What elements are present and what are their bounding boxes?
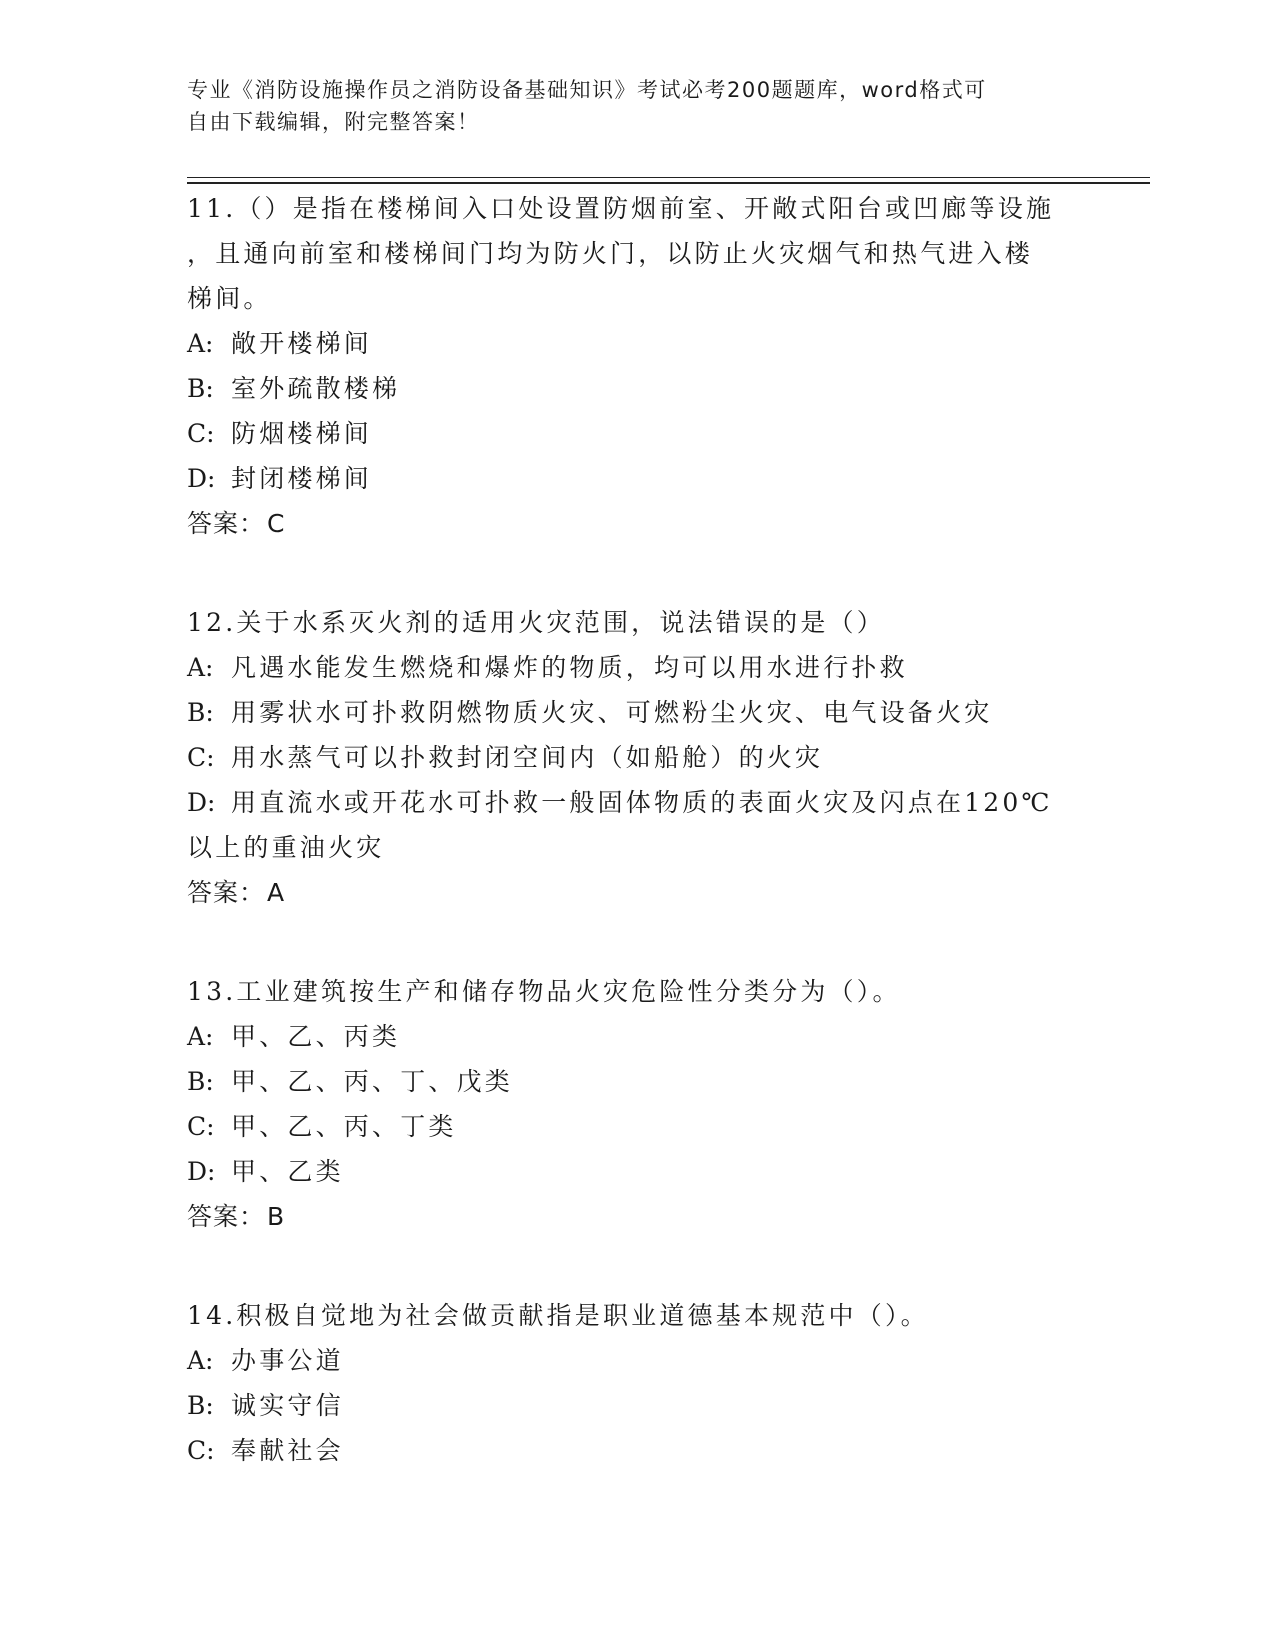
option-text: 甲、乙、丙、丁、戊类 bbox=[231, 1067, 514, 1096]
option-label: C: bbox=[187, 1112, 215, 1141]
question-stem-line: 13.工业建筑按生产和储存物品火灾危险性分类分为（）。 bbox=[187, 977, 901, 1006]
option-text: 甲、乙、丙、丁类 bbox=[231, 1112, 457, 1141]
option-label: A: bbox=[187, 1022, 214, 1051]
option-text: 敞开楼梯间 bbox=[231, 329, 373, 358]
option-d bbox=[187, 780, 1087, 825]
option-text: 用水蒸气可以扑救封闭空间内（如船舱）的火灾 bbox=[231, 743, 824, 772]
header-line-1: 专业《消防设施操作员之消防设备基础知识》考试必考200题题库，word格式可 bbox=[187, 78, 987, 102]
option-text: 诚实守信 bbox=[231, 1391, 344, 1420]
answer-label: 答案： bbox=[187, 1202, 266, 1231]
answer-line bbox=[187, 501, 1087, 546]
header-divider-thick bbox=[187, 182, 1150, 184]
header-line-2: 自由下载编辑，附完整答案！ bbox=[187, 110, 480, 134]
option-a bbox=[187, 645, 1087, 690]
question-12 bbox=[187, 600, 1087, 915]
question-stem-line: 梯间。 bbox=[187, 284, 272, 313]
question-14 bbox=[187, 1293, 1087, 1473]
option-label: A: bbox=[187, 1346, 214, 1375]
option-label: D: bbox=[187, 464, 216, 493]
option-c bbox=[187, 1104, 1087, 1149]
option-a bbox=[187, 1014, 1087, 1059]
option-text: 凡遇水能发生燃烧和爆炸的物质，均可以用水进行扑救 bbox=[231, 653, 908, 682]
option-text: 用雾状水可扑救阴燃物质火灾、可燃粉尘火灾、电气设备火灾 bbox=[231, 698, 993, 727]
question-11 bbox=[187, 186, 1087, 546]
option-a bbox=[187, 321, 1087, 366]
answer-line bbox=[187, 1194, 1087, 1239]
header-divider-thin bbox=[187, 177, 1150, 178]
option-label: B: bbox=[187, 1067, 214, 1096]
option-label: B: bbox=[187, 698, 214, 727]
option-label: D: bbox=[187, 1157, 216, 1186]
option-label: B: bbox=[187, 1391, 214, 1420]
option-label: C: bbox=[187, 419, 215, 448]
option-text: 办事公道 bbox=[231, 1346, 344, 1375]
option-text: 封闭楼梯间 bbox=[231, 464, 373, 493]
question-stem-line: 11.（）是指在楼梯间入口处设置防烟前室、开敞式阳台或凹廊等设施 bbox=[187, 194, 1055, 223]
option-b bbox=[187, 1383, 1087, 1428]
answer-label: 答案： bbox=[187, 878, 266, 907]
option-text: 甲、乙类 bbox=[231, 1157, 344, 1186]
option-label: B: bbox=[187, 374, 214, 403]
answer-value: A bbox=[267, 878, 286, 907]
option-a bbox=[187, 1338, 1087, 1383]
document-header bbox=[187, 74, 1067, 138]
question-list bbox=[187, 186, 1087, 1527]
option-b bbox=[187, 1059, 1087, 1104]
option-label: D: bbox=[187, 788, 216, 817]
option-c bbox=[187, 1428, 1087, 1473]
answer-value: C bbox=[267, 509, 286, 538]
option-c bbox=[187, 735, 1087, 780]
answer-label: 答案： bbox=[187, 509, 266, 538]
option-text: 用直流水或开花水可扑救一般固体物质的表面火灾及闪点在120℃ bbox=[231, 788, 1053, 817]
option-d bbox=[187, 456, 1087, 501]
answer-line bbox=[187, 870, 1087, 915]
option-c bbox=[187, 411, 1087, 456]
option-label: A: bbox=[187, 653, 214, 682]
option-text: 防烟楼梯间 bbox=[231, 419, 373, 448]
option-d bbox=[187, 1149, 1087, 1194]
question-stem-line: 14.积极自觉地为社会做贡献指是职业道德基本规范中（）。 bbox=[187, 1301, 929, 1330]
option-label: C: bbox=[187, 1436, 215, 1465]
answer-value: B bbox=[267, 1202, 286, 1231]
option-label: A: bbox=[187, 329, 214, 358]
option-text: 奉献社会 bbox=[231, 1436, 344, 1465]
option-b bbox=[187, 366, 1087, 411]
question-13 bbox=[187, 969, 1087, 1239]
option-label: C: bbox=[187, 743, 215, 772]
option-text: 甲、乙、丙类 bbox=[231, 1022, 401, 1051]
question-stem-line: 12.关于水系灭火剂的适用火灾范围，说法错误的是（） bbox=[187, 608, 885, 637]
question-stem-line: ，且通向前室和楼梯间门均为防火门，以防止火灾烟气和热气进入楼 bbox=[187, 239, 1034, 268]
option-text: 室外疏散楼梯 bbox=[231, 374, 401, 403]
option-d-continuation: 以上的重油火灾 bbox=[187, 833, 385, 862]
option-b bbox=[187, 690, 1087, 735]
